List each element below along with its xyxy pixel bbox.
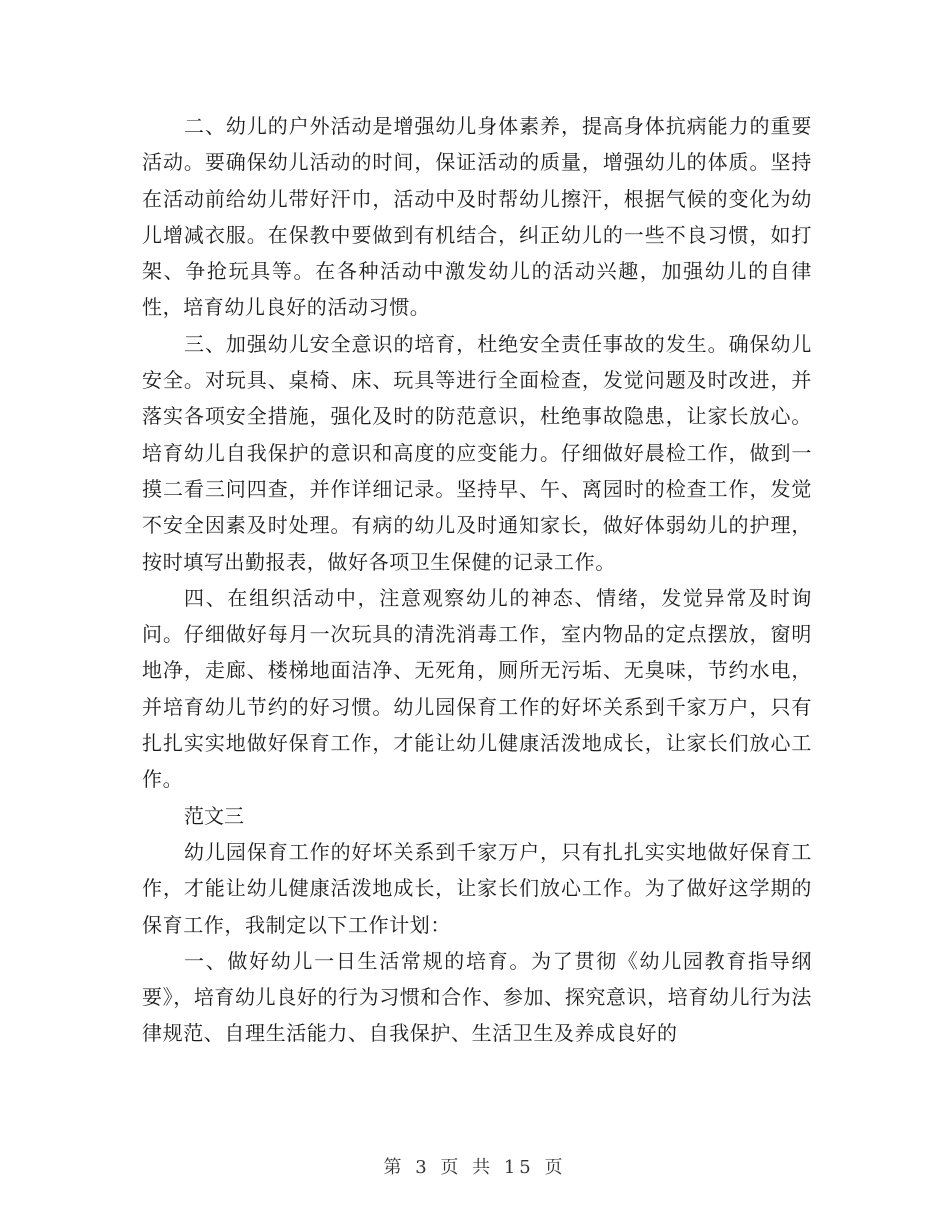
- section-heading: 范文三: [184, 803, 244, 828]
- document-body: [142, 108, 812, 1052]
- paragraph-safety-awareness: 三、加强幼儿安全意识的培育，杜绝安全责任事故的发生。确保幼儿安全。对玩具、桌椅、床、玩具等进行全面检查，发觉问题及时改进，并落实各项安全措施，强化及时的防范意识，杜绝事故隐患，让家长放心。培育幼儿自我保护的意识和高度的应变能力。仔细做好晨检工作，做到一摸二看三问四查，并作详细记录。坚持早、午、离园时的检查工作，发觉不安全因素及时处理。有病的幼儿及时通知家长，做好体弱幼儿的护理，按时填写出勤报表，做好各项卫生保健的记录工作。: [142, 331, 812, 574]
- paragraph-observation-hygiene: 四、在组织活动中，注意观察幼儿的神态、情绪，发觉异常及时询问。仔细做好每月一次玩具的清洗消毒工作，室内物品的定点摆放，窗明地净，走廊、楼梯地面洁净、无死角，厕所无污垢、无臭味，节约水电，并培育幼儿节约的好习惯。幼儿园保育工作的好坏关系到千家万户，只有扎扎实实地做好保育工作，才能让幼儿健康活泼地成长，让家长们放心工作。: [142, 585, 812, 792]
- paragraph-intro-plan: 幼儿园保育工作的好坏关系到千家万户，只有扎扎实实地做好保育工作，才能让幼儿健康活泼地成长，让家长们放心工作。为了做好这学期的保育工作，我制定以下工作计划：: [142, 839, 812, 937]
- paragraph-daily-routine: 一、做好幼儿一日生活常规的培育。为了贯彻《幼儿园教育指导纲要》，培育幼儿良好的行为习惯和合作、参加、探究意识，培育幼儿行为法律规范、自理生活能力、自我保护、生活卫生及养成良好的: [142, 948, 812, 1046]
- page-number-footer: 第 3 页 共 15 页: [383, 1157, 567, 1178]
- paragraph-outdoor-activities: 二、幼儿的户外活动是增强幼儿身体素养，提高身体抗病能力的重要活动。要确保幼儿活动的时间，保证活动的质量，增强幼儿的体质。坚持在活动前给幼儿带好汗巾，活动中及时帮幼儿擦汗，根据气候的变化为幼儿增减衣服。在保教中要做到有机结合，纠正幼儿的一些不良习惯，如打架、争抢玩具等。在各种活动中激发幼儿的活动兴趣，加强幼儿的自律性，培育幼儿良好的活动习惯。: [142, 114, 812, 320]
